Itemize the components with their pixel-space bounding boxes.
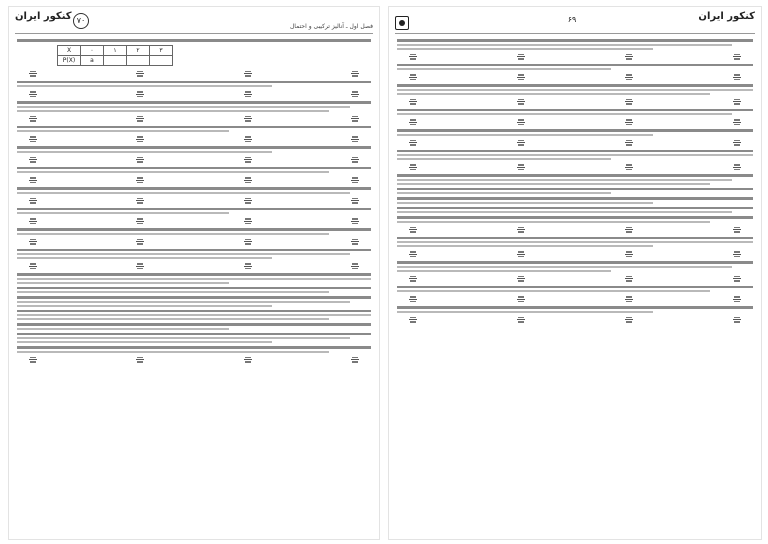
question <box>17 333 371 344</box>
answer-options <box>17 176 371 185</box>
table-cell: a <box>81 55 104 65</box>
right-page-questions <box>397 37 753 533</box>
question <box>397 84 753 95</box>
answer-options <box>397 53 753 62</box>
question <box>17 287 371 294</box>
question <box>397 39 753 50</box>
answer-options <box>397 295 753 304</box>
left-page <box>8 6 380 540</box>
question <box>397 216 753 223</box>
question <box>17 323 371 330</box>
question <box>397 109 753 116</box>
question <box>397 286 753 293</box>
question <box>17 39 371 42</box>
answer-options <box>17 197 371 206</box>
table-cell: ۱ <box>104 45 127 55</box>
question <box>17 249 371 260</box>
publisher-logo-icon <box>395 16 409 30</box>
question <box>397 261 753 272</box>
question <box>17 187 371 194</box>
question <box>397 306 753 313</box>
question <box>397 197 753 204</box>
question <box>17 167 371 174</box>
table-cell <box>150 55 173 65</box>
left-page-questions <box>17 37 371 533</box>
table-cell: X <box>58 45 81 55</box>
right-page <box>388 6 762 540</box>
table-cell: P(X) <box>58 55 81 65</box>
answer-options <box>397 139 753 148</box>
brand-title: کنکور ایران <box>698 11 755 22</box>
question <box>17 126 371 133</box>
answer-options <box>17 262 371 271</box>
answer-options <box>17 70 371 79</box>
question <box>17 228 371 235</box>
answer-options <box>397 316 753 325</box>
answer-options <box>397 98 753 107</box>
table-cell: ۲ <box>127 45 150 55</box>
table-cell <box>104 55 127 65</box>
chapter-title: فصل اول ـ آنالیز ترکیبی و احتمال <box>289 23 373 30</box>
answer-options <box>397 226 753 235</box>
table-cell <box>127 55 150 65</box>
question <box>17 81 371 88</box>
question <box>397 174 753 185</box>
question <box>17 310 371 321</box>
answer-options <box>17 217 371 226</box>
brand-title: کنکور ایران <box>15 11 72 22</box>
answer-options <box>17 156 371 165</box>
page-number: ۷۰ <box>73 13 89 29</box>
question <box>397 129 753 136</box>
answer-options <box>397 163 753 172</box>
question <box>17 273 371 284</box>
left-page-header <box>15 11 373 34</box>
question <box>397 237 753 248</box>
question <box>17 346 371 353</box>
question <box>397 64 753 71</box>
page-number: ۶۹ <box>567 15 577 24</box>
answer-options <box>397 275 753 284</box>
question <box>17 101 371 112</box>
answer-options <box>17 238 371 247</box>
table-cell: ۳ <box>150 45 173 55</box>
answer-options <box>17 356 371 365</box>
answer-options <box>397 250 753 259</box>
table-cell: ۰ <box>81 45 104 55</box>
question <box>397 188 753 195</box>
question <box>17 146 371 153</box>
probability-table <box>57 45 173 66</box>
question <box>397 150 753 161</box>
right-page-header <box>395 11 755 34</box>
answer-options <box>397 73 753 82</box>
answer-options <box>17 115 371 124</box>
answer-options <box>17 90 371 99</box>
question <box>17 208 371 215</box>
answer-options <box>397 118 753 127</box>
answer-options <box>17 135 371 144</box>
question <box>397 207 753 214</box>
question <box>17 296 371 307</box>
